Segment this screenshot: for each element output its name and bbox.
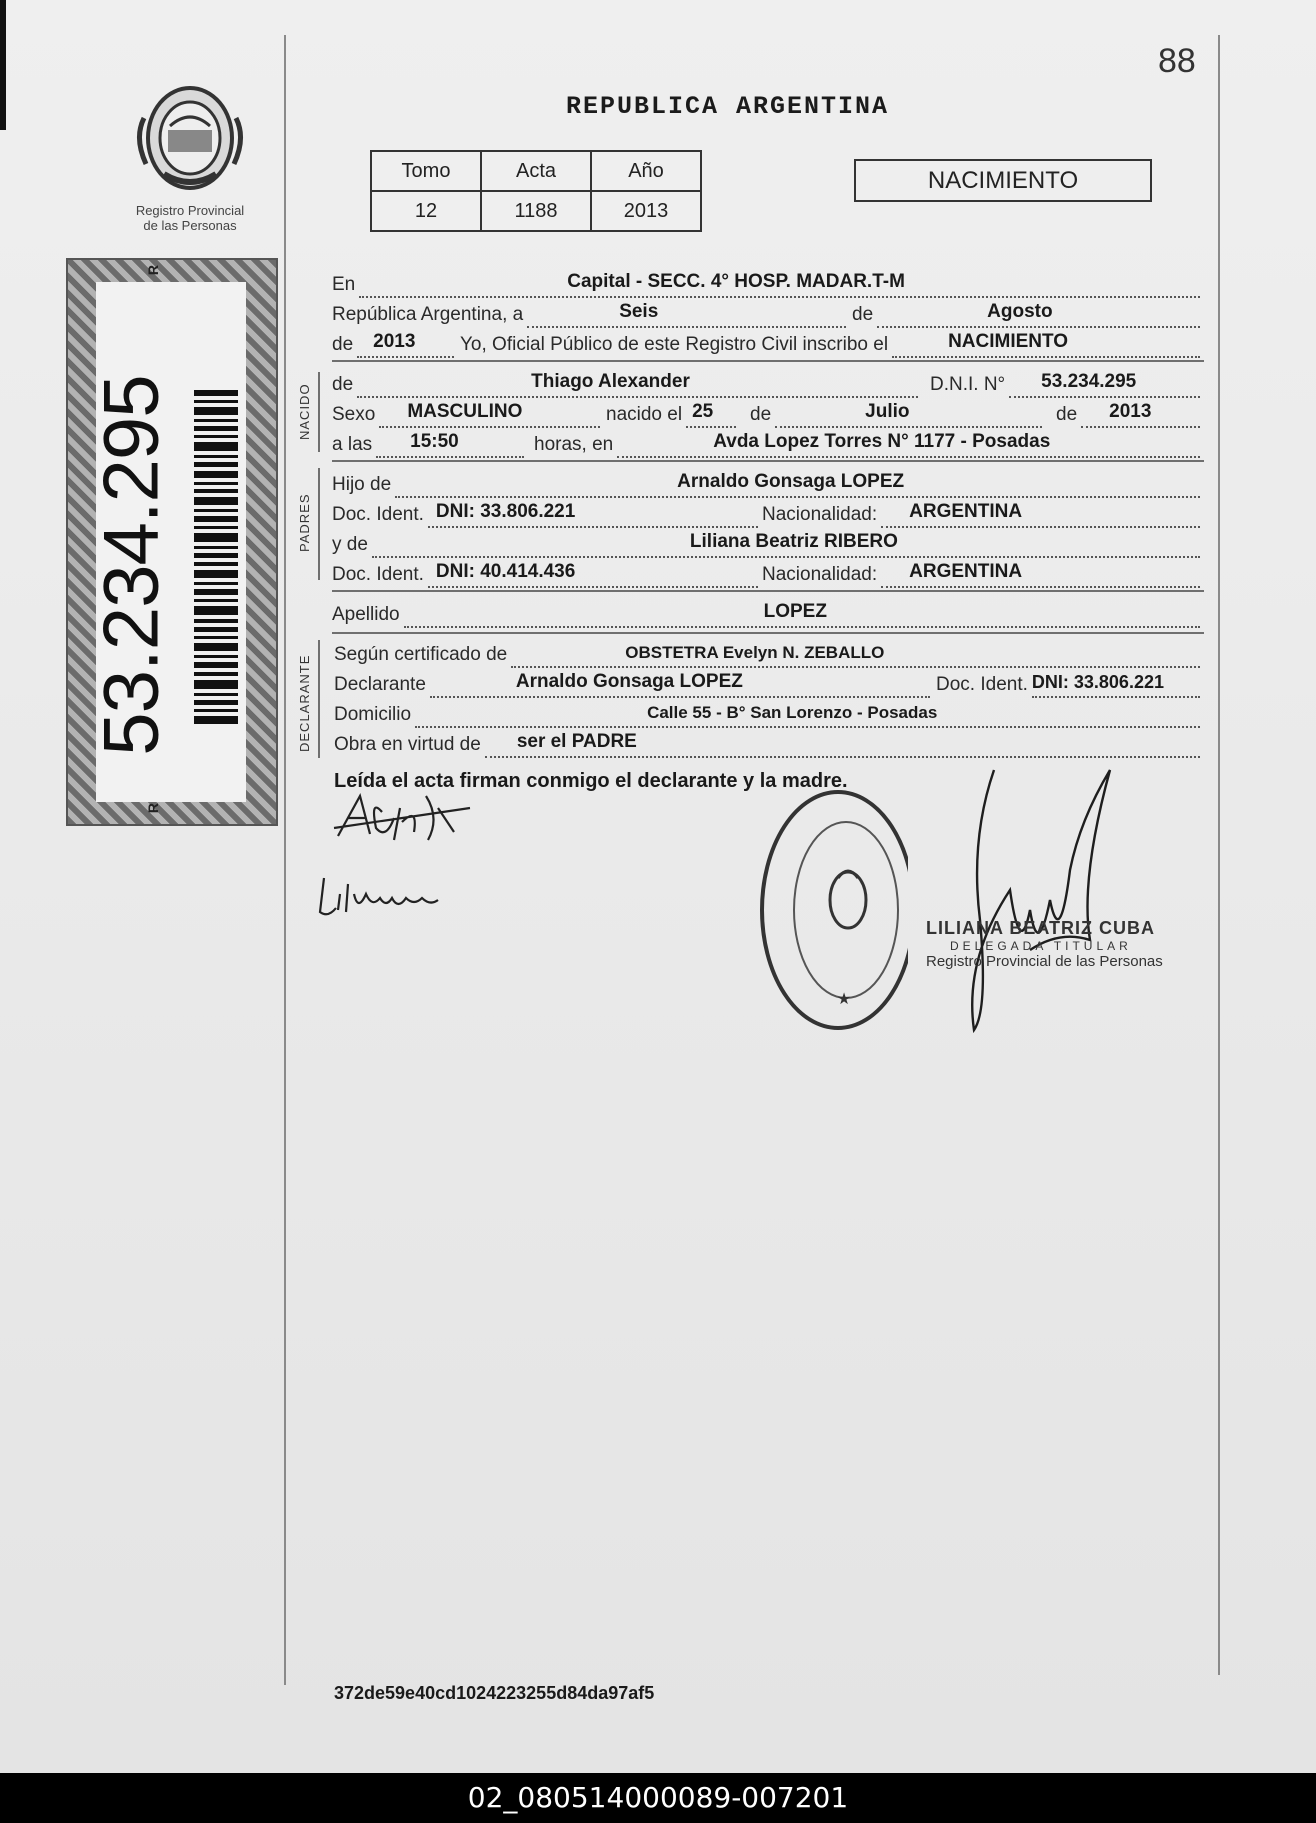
field-birth-year [1056, 398, 1204, 428]
value-birth-year: 2013 [1109, 401, 1152, 422]
label-sexo: Sexo [332, 404, 376, 425]
field-father [332, 468, 1204, 498]
declarante-signature [330, 788, 480, 848]
field-year [332, 328, 458, 358]
nacido-bracket [318, 372, 320, 452]
declarante-bracket [318, 640, 320, 758]
label-mother-nationality: Nacionalidad: [762, 564, 878, 585]
field-domicilio [334, 698, 1204, 728]
value-mother-nationality: ARGENTINA [909, 561, 1023, 582]
registry-seal-icon [728, 782, 908, 1038]
field-obra [334, 728, 1204, 758]
document-hash: 372de59e40cd1024223255d84da97af5 [334, 1683, 655, 1703]
header-tomo: Tomo [371, 151, 481, 191]
field-child-name [332, 368, 922, 398]
value-child-name: Thiago Alexander [531, 371, 690, 392]
label-father-doc: Doc. Ident. [332, 504, 424, 525]
id-number: 53.234.295 [86, 375, 175, 756]
official-name: LILIANA BEATRIZ CUBA [926, 918, 1155, 938]
value-birth-month: Julio [865, 401, 910, 422]
value-obra: ser el PADRE [516, 731, 637, 752]
padres-bracket [318, 468, 320, 580]
registry-label-line2: de las Personas [143, 218, 237, 233]
value-father-doc: DNI: 33.806.221 [435, 501, 576, 522]
label-hijo-de: Hijo de [332, 474, 392, 495]
label-declarante: Declarante [334, 674, 426, 695]
field-birth-day [606, 398, 740, 428]
mother-signature [314, 872, 454, 922]
value-father-nationality: ARGENTINA [909, 501, 1023, 522]
value-event: NACIMIENTO [948, 331, 1069, 352]
official-office: Registro Provincial de las Personas [926, 953, 1163, 970]
field-declarante-doc [936, 668, 1204, 698]
province-crest-icon [130, 78, 250, 198]
field-mother [332, 528, 1204, 558]
label-apellido: Apellido [332, 604, 400, 625]
value-sexo: MASCULINO [407, 401, 523, 422]
field-child-dni [930, 368, 1204, 398]
label-republica: República Argentina, a [332, 304, 524, 325]
barcode-icon [194, 390, 238, 730]
book-reference-table [370, 150, 702, 232]
left-margin-line [284, 35, 286, 1685]
field-declarante [334, 668, 934, 698]
label-de-name: de [332, 374, 354, 395]
value-acta: 1188 [481, 191, 591, 231]
divider-padres [332, 590, 1204, 592]
label-father-nationality: Nacionalidad: [762, 504, 878, 525]
field-mother-doc [332, 558, 762, 588]
value-tomo: 12 [371, 191, 481, 231]
value-month: Agosto [987, 301, 1053, 322]
field-place [332, 268, 1204, 298]
svg-text:★: ★ [836, 991, 852, 1008]
field-mother-nationality [762, 558, 1204, 588]
label-a-las: a las [332, 434, 373, 455]
field-certificate [334, 638, 1204, 668]
label-dni: D.N.I. N° [930, 374, 1006, 395]
value-declarante-doc: DNI: 33.806.221 [1031, 672, 1164, 692]
label-nacido-el: nacido el [606, 404, 683, 425]
field-day [332, 298, 850, 328]
section-tag-declarante: DECLARANTE [297, 654, 312, 752]
section-tag-nacido: NACIDO [297, 383, 312, 440]
strip-corner-letter-top: R [145, 264, 162, 276]
value-surname: LOPEZ [763, 601, 827, 622]
value-child-dni: 53.234.295 [1041, 371, 1137, 392]
header-acta: Acta [481, 151, 591, 191]
value-mother-doc: DNI: 40.414.436 [435, 561, 576, 582]
id-number-strip [66, 258, 278, 826]
field-event [460, 328, 1204, 358]
value-declarante: Arnaldo Gonsaga LOPEZ [515, 671, 743, 692]
divider-intro [332, 360, 1204, 362]
closing-statement: Leída el acta firman conmigo el declarante y la madre. [334, 770, 848, 792]
label-de-birth-year: de [1056, 404, 1078, 425]
field-father-nationality [762, 498, 1204, 528]
scan-edge [0, 0, 6, 130]
value-certificate: OBSTETRA Evelyn N. ZEBALLO [625, 643, 885, 662]
label-domicilio: Domicilio [334, 704, 412, 725]
label-y-de: y de [332, 534, 368, 555]
label-declarante-doc: Doc. Ident. [936, 674, 1028, 695]
header-anio: Año [591, 151, 701, 191]
document-title: REPUBLICA ARGENTINA [566, 92, 890, 121]
value-birth-address: Avda Lopez Torres N° 1177 - Posadas [713, 431, 1051, 452]
field-month [852, 298, 1204, 328]
section-tag-padres: PADRES [297, 493, 312, 552]
label-de-year: de [332, 334, 354, 355]
label-mother-doc: Doc. Ident. [332, 564, 424, 585]
registry-label-line1: Registro Provincial [135, 203, 245, 218]
field-sexo [332, 398, 604, 428]
field-father-doc [332, 498, 762, 528]
page-number: 88 [1158, 42, 1196, 80]
official-role: DELEGADA TITULAR [950, 939, 1132, 953]
label-de-birth-month: de [750, 404, 772, 425]
value-place: Capital - SECC. 4° HOSP. MADAR.T-M [567, 271, 905, 292]
registry-label [118, 203, 262, 233]
file-caption: 02_080514000089-007201 [0, 1773, 1316, 1823]
value-father: Arnaldo Gonsaga LOPEZ [677, 471, 905, 492]
id-strip-panel [86, 282, 246, 802]
value-year: 2013 [373, 331, 416, 352]
label-yo: Yo, Oficial Público de este Registro Civil inscribo el [460, 334, 889, 355]
field-surname [332, 598, 1204, 628]
value-day: Seis [619, 301, 659, 322]
divider-nacido [332, 460, 1204, 462]
value-time: 15:50 [410, 431, 459, 452]
field-birth-address [534, 428, 1204, 458]
record-type-box: NACIMIENTO [854, 159, 1152, 202]
right-margin-line [1218, 35, 1220, 1675]
label-certificate: Según certificado de [334, 644, 508, 665]
divider-apellido [332, 632, 1204, 634]
label-horas-en: horas, en [534, 434, 614, 455]
value-mother: Liliana Beatriz RIBERO [689, 531, 898, 552]
official-signature [950, 760, 1120, 1040]
label-obra: Obra en virtud de [334, 734, 481, 755]
value-birth-day: 25 [692, 401, 714, 422]
official-stamp [926, 918, 1206, 970]
value-domicilio: Calle 55 - B° San Lorenzo - Posadas [647, 703, 938, 722]
label-de-month: de [852, 304, 874, 325]
field-birth-month [750, 398, 1046, 428]
field-time [332, 428, 528, 458]
strip-corner-letter-bottom: R [145, 802, 162, 814]
value-anio: 2013 [591, 191, 701, 231]
label-en: En [332, 274, 356, 295]
